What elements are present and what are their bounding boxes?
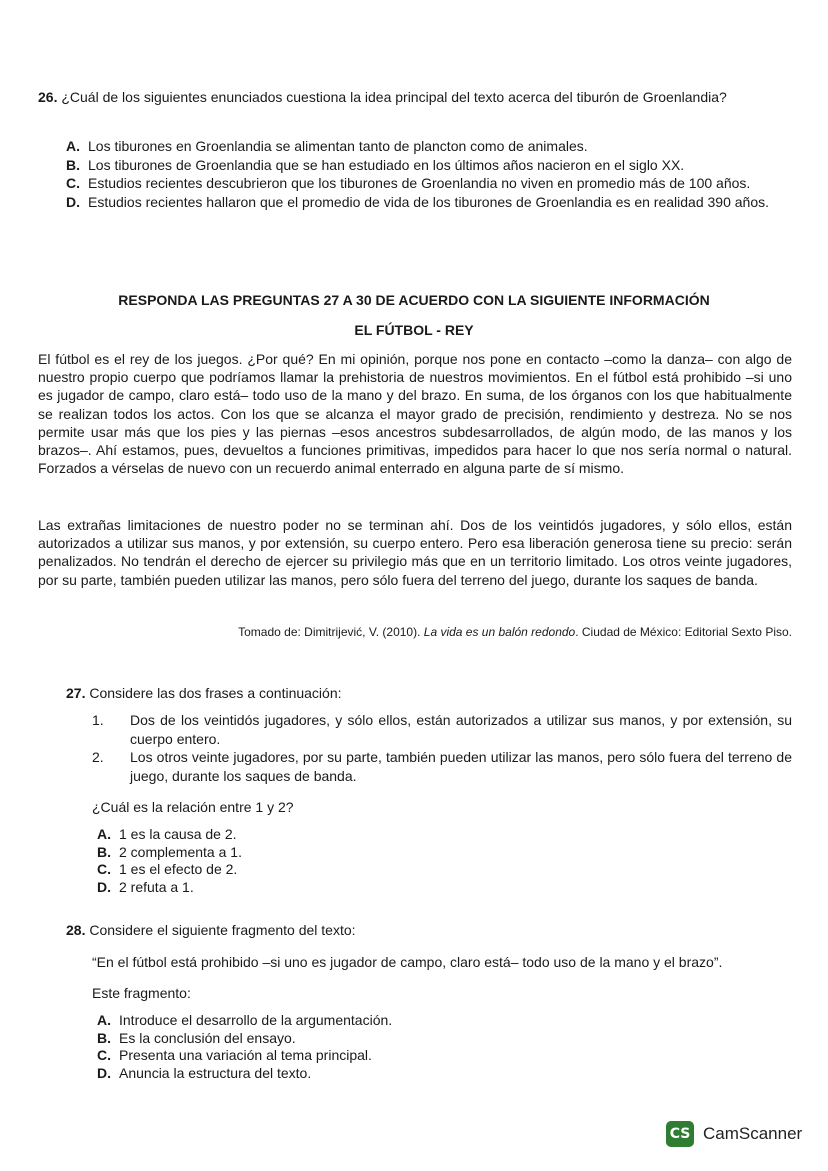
- option-letter: A.: [97, 1012, 111, 1028]
- option-text: Estudios recientes hallaron que el promedio de vida de los tiburones de Groenlandia es en realidad 390 años.: [88, 193, 770, 210]
- question-27-options: [97, 826, 792, 896]
- camscanner-watermark: [666, 1121, 802, 1147]
- text-paragraph-2: Las extrañas limitaciones de nuestro poder no se terminan ahí. Dos de los veintidós jugadores, y sólo ellos, están autorizados a utilizar sus manos, y por extensión, su cuerpo entero. Pero esa liberación generosa tiene su precio: serán penalizados. No tendrán el derecho de ejercer su privilegio más que en un territorio limitado. Los otros veinte jugadores, por su parte, también pueden utilizar las manos, pero sólo fuera del terreno del juego, durante los saques de banda.: [38, 517, 792, 588]
- option-letter: A.: [97, 826, 111, 842]
- question-27-prompt: ¿Cuál es la relación entre 1 y 2?: [92, 799, 294, 815]
- question-text: Considere las dos frases a continuación:: [89, 685, 342, 701]
- option-b: [66, 156, 792, 175]
- option-letter: C.: [97, 861, 111, 877]
- option-c: [66, 174, 792, 193]
- question-27-stem: [66, 684, 792, 702]
- option-text: 2 complementa a 1.: [119, 843, 242, 860]
- option-letter: C.: [66, 175, 80, 191]
- question-26-options: [66, 137, 792, 211]
- question-28-stem: [66, 921, 792, 939]
- option-letter: B.: [66, 156, 80, 173]
- source-citation: [238, 624, 792, 640]
- option-letter: B.: [97, 843, 111, 860]
- option-text: Introduce el desarrollo de la argumentación.: [119, 1012, 393, 1028]
- option-d: [97, 1065, 792, 1083]
- camscanner-name: CamScanner: [703, 1124, 803, 1143]
- option-text: 1 es el efecto de 2.: [119, 861, 238, 877]
- phrase-1: [92, 711, 792, 748]
- question-number: 28.: [66, 922, 86, 938]
- option-b: [97, 844, 792, 862]
- text-title: EL FÚTBOL - REY: [354, 322, 474, 338]
- option-c: [97, 861, 792, 879]
- question-number: 26.: [38, 89, 58, 105]
- citation-prefix: Tomado de: Dimitrijević, V. (2010).: [238, 625, 424, 639]
- question-28-prompt: Este fragmento:: [92, 985, 191, 1001]
- question-number: 27.: [66, 685, 86, 701]
- section-instruction: RESPONDA LAS PREGUNTAS 27 A 30 DE ACUERDO CON LA SIGUIENTE INFORMACIÓN: [118, 292, 710, 308]
- option-text: Anuncia la estructura del texto.: [119, 1064, 312, 1081]
- option-letter: A.: [66, 138, 80, 154]
- option-a: [97, 1012, 792, 1030]
- option-d: [97, 879, 792, 897]
- phrase-number: 1.: [92, 712, 104, 728]
- option-text: Presenta una variación al tema principal.: [119, 1047, 372, 1063]
- phrase-number: 2.: [92, 749, 104, 765]
- option-letter: D.: [97, 878, 111, 895]
- text-paragraph-1: El fútbol es el rey de los juegos. ¿Por qué? En mi opinión, porque nos pone en contacto –como la danza– con algo de nuestro propio cuerpo que podríamos llamar la prehistoria de nuestros movimientos. En el fútbol está prohibido –si uno es jugador de campo, claro está– todo uso de la mano y del brazo. En suma, de los órganos con los que habitualmente se realizan todos los actos. Con los que se alcanza el mayor grado de precisión, rendimiento y destreza. No se nos permite usar más que los pies y las piernas –esos ancestros subdesarrollados, de algún modo, de las manos y los brazos–. Ahí estamos, pues, devueltos a funciones primitivas, impedidos para hacer lo que nos sería normal o natural. Forzados a vérselas de nuevo con un recuerdo animal enterrado en alguna parte de sí mismo.: [38, 351, 792, 477]
- option-text: Los tiburones en Groenlandia se alimentan tanto de plancton como de animales.: [88, 138, 588, 154]
- camscanner-logo-icon: CS: [666, 1121, 694, 1147]
- phrase-text: Los otros veinte jugadores, por su parte, también pueden utilizar las manos, pero sólo fuera del terreno de juego, durante los saques de banda.: [130, 749, 792, 784]
- phrase-list: [92, 711, 792, 785]
- question-text: Considere el siguiente fragmento del texto:: [89, 922, 356, 938]
- quoted-fragment: “En el fútbol está prohibido –si uno es jugador de campo, claro está– todo uso de la mano y el brazo”.: [92, 954, 723, 970]
- option-letter: D.: [97, 1064, 111, 1081]
- option-b: [97, 1030, 792, 1048]
- citation-book-title: La vida es un balón redondo: [423, 625, 576, 639]
- option-c: [97, 1047, 792, 1065]
- question-26-stem: [38, 88, 792, 106]
- citation-suffix: . Ciudad de México: Editorial Sexto Piso.: [575, 625, 792, 639]
- option-letter: B.: [97, 1029, 111, 1046]
- option-letter: D.: [66, 193, 80, 210]
- option-a: [66, 137, 792, 156]
- option-text: Estudios recientes descubrieron que los tiburones de Groenlandia no viven en promedio más de 100 años.: [88, 175, 751, 191]
- option-text: 1 es la causa de 2.: [119, 826, 237, 842]
- option-text: Es la conclusión del ensayo.: [119, 1029, 296, 1046]
- phrase-text: Dos de los veintidós jugadores, y sólo ellos, están autorizados a utilizar sus manos, y por extensión, su cuerpo entero.: [130, 712, 792, 747]
- option-text: Los tiburones de Groenlandia que se han estudiado en los últimos años nacieron en el siglo XX.: [88, 156, 685, 173]
- question-text: ¿Cuál de los siguientes enunciados cuestiona la idea principal del texto acerca del tiburón de Groenlandia?: [61, 89, 727, 105]
- option-a: [97, 826, 792, 844]
- option-d: [66, 193, 792, 212]
- phrase-2: [92, 748, 792, 785]
- option-letter: C.: [97, 1047, 111, 1063]
- question-28-options: [97, 1012, 792, 1082]
- option-text: 2 refuta a 1.: [119, 878, 194, 895]
